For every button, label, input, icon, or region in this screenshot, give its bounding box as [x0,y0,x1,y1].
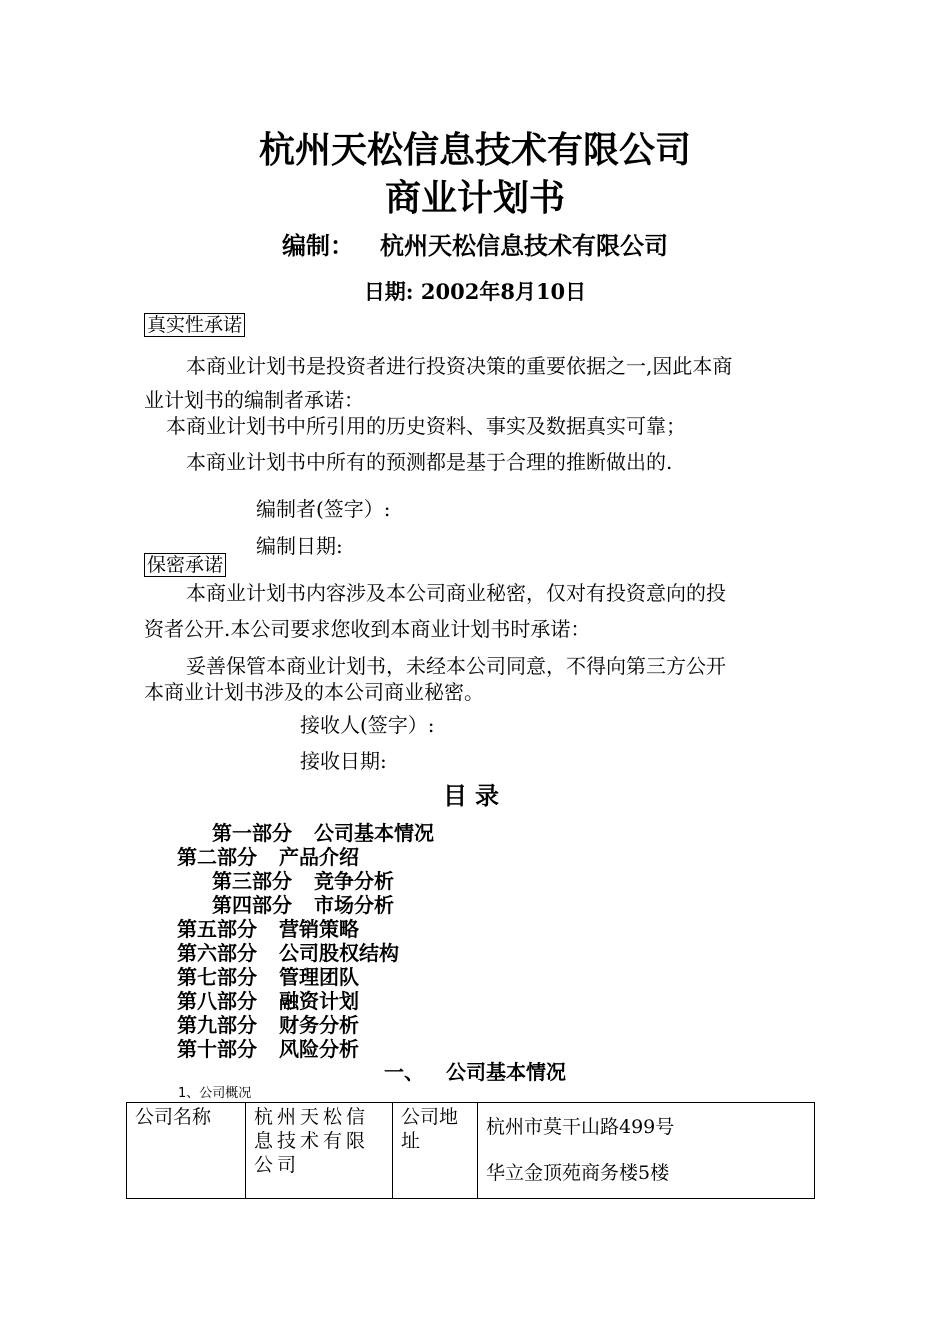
toc-item-name: 财务分析 [279,1013,359,1037]
date-label: 日期: [363,279,414,304]
toc-item-name: 公司股权结构 [279,941,399,965]
truth-item-1: 本商业计划书中所引用的历史资料、事实及数据真实可靠； [166,414,686,438]
company-address-line1: 杭州市莫干山路499号 [486,1116,675,1138]
compiler-value: 杭州天松信息技术有限公司 [380,232,668,260]
toc-item-part: 第五部分 [177,917,257,941]
company-name-label: 公司名称 [127,1103,246,1199]
subsection-title: 1、公司概况 [178,1086,252,1101]
toc-item-part: 第四部分 [212,893,292,917]
confidential-heading: 保密承诺 [144,553,226,577]
truth-heading: 真实性承诺 [144,313,245,337]
toc-title: 目录 [443,782,507,810]
toc-item-part: 第三部分 [212,869,292,893]
table-row [127,1103,815,1199]
toc-item-name: 融资计划 [279,989,359,1013]
company-address-label: 公司地址 [393,1103,478,1199]
company-overview-table [126,1102,815,1199]
toc-item-part: 第九部分 [177,1013,257,1037]
toc-item-part: 第八部分 [177,989,257,1013]
truth-item-2: 本商业计划书中所有的预测都是基于合理的推断做出的. [186,450,673,474]
compiler-label: 编制： [282,232,354,260]
section-title: 公司基本情况 [446,1060,566,1084]
signer-label: 编制者(签字）: [256,497,391,521]
toc-item-part: 第二部分 [177,845,257,869]
confidential-para1-line1: 本商业计划书内容涉及本公司商业秘密，仅对有投资意向的投 [186,581,726,605]
toc-item-name: 管理团队 [279,965,359,989]
confidential-para2-line1: 妥善保管本商业计划书，未经本公司同意，不得向第三方公开 [186,654,726,678]
date-value: 2002年8月10日 [420,279,587,304]
company-name-value: 杭州天松信息技术有限公司 [246,1103,393,1199]
receivedate-label: 接收日期: [300,749,387,773]
toc-item-part: 第十部分 [177,1037,257,1061]
receiver-label: 接收人(签字）: [300,713,435,737]
toc-item-part: 第七部分 [177,965,257,989]
confidential-para2-line2: 本商业计划书涉及的本公司商业秘密。 [144,680,484,704]
toc-item-name: 产品介绍 [279,845,359,869]
truth-para-line1: 本商业计划书是投资者进行投资决策的重要依据之一,因此本商 [186,354,733,378]
toc-item-name: 市场分析 [314,893,394,917]
toc-item[interactable] [177,1033,359,1062]
toc-item-name: 公司基本情况 [314,821,434,845]
doc-title: 杭州天松信息技术有限公司 [258,129,691,171]
section-number: 一、 [384,1060,424,1084]
section-heading [384,1056,566,1085]
toc-item-name: 营销策略 [279,917,359,941]
truth-para-line2: 业计划书的编制者承诺： [144,388,364,412]
confidential-para1-line2: 资者公开.本公司要求您收到本商业计划书时承诺： [144,617,591,641]
toc-item-name: 风险分析 [279,1037,359,1061]
toc-item-part: 第六部分 [177,941,257,965]
toc-item-part: 第一部分 [212,821,292,845]
company-address-cell [478,1103,815,1199]
date-line [0,276,950,306]
company-address-line2: 华立金顶苑商务楼5楼 [486,1162,670,1184]
compiler-line [0,226,950,261]
doc-subtitle: 商业计划书 [384,177,565,219]
signdate-label: 编制日期: [256,534,343,558]
toc-item-name: 竞争分析 [314,869,394,893]
